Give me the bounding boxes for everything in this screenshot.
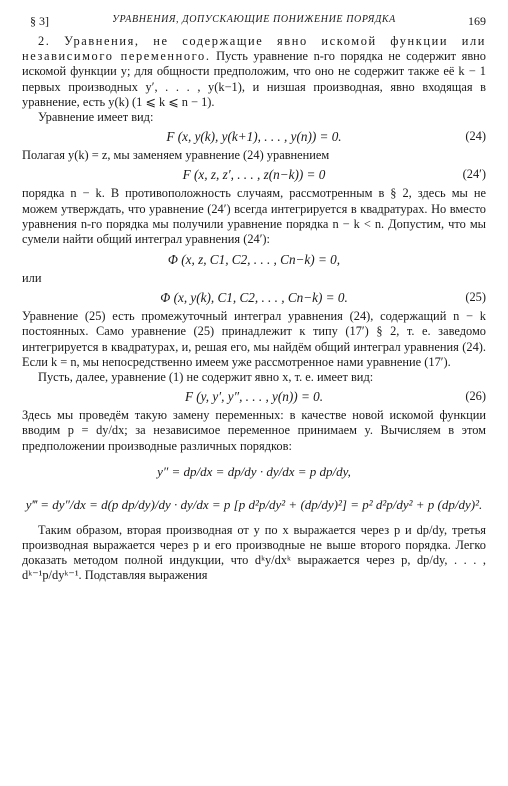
equation-third-derivative-body: y‴ = dy″/dx = d(p dp/dy)/dy · dy/dx = p [p d²p/dy² + (dp/dy)²] = p² d²p/dy² + p (dp/dy)². — [25, 496, 483, 512]
running-title: УРАВНЕНИЯ, ДОПУСКАЮЩИЕ ПОНИЖЕНИЕ ПОРЯДКА — [112, 14, 396, 25]
paragraph-order: порядка n − k. В противоположность случаям, рассмотренным в § 2, здесь мы не можем утверждать, что уравнение (24′) всегда интегрируется в квадратурах. Но вместо уравнения n-го порядка мы получили уравнение порядка n − k < n. Допустим, что мы сумели найти общий интеграл уравнения (24′): — [22, 186, 486, 247]
equation-phi-z — [22, 251, 486, 268]
equation-24-prime-number: (24′) — [462, 167, 486, 182]
subsection-heading: 2. Уравнения, не содержащие явно искомой функции или независимого переменного. — [22, 34, 486, 64]
running-header — [22, 12, 486, 34]
equation-24-prime — [22, 166, 486, 183]
equation-26-number: (26) — [465, 389, 486, 404]
equation-25-number: (25) — [465, 290, 486, 305]
paragraph-change-variables: Здесь мы проведём такую замену переменных: в качестве новой искомой функции вводим p = dy/dx; за независимое переменное принимаем y. Вычисляем в этом предположении производные различных порядков: — [22, 408, 486, 453]
equation-24-prime-body: F (x, z, z′, . . . , z(n−k)) = 0 — [182, 167, 326, 183]
page-number: 169 — [468, 14, 486, 28]
equation-second-derivative-body: y″ = dp/dx = dp/dy · dy/dx = p dp/dy, — [157, 463, 351, 479]
equation-24 — [22, 128, 486, 145]
paragraph-no-x: Пусть, далее, уравнение (1) не содержит явно x, т. е. имеет вид: — [38, 370, 374, 385]
paragraph-intro-text: Пусть уравнение n-го порядка не содержит явно искомой функции y; для общности предположим, что оно не содержит также её k − 1 первых производных y′, . . . , y(k−1), и низшая производная, явно входящая в уравнение, есть y(k) (1 ⩽ k ⩽ n − 1). — [22, 49, 486, 109]
equation-third-derivative — [22, 490, 486, 520]
equation-24-number: (24) — [465, 129, 486, 144]
equation-second-derivative — [22, 457, 486, 487]
paragraph-substitution: Полагая y(k) = z, мы заменяем уравнение (24) уравнением — [22, 148, 330, 163]
equation-24-body: F (x, y(k), y(k+1), . . . , y(n)) = 0. — [166, 129, 342, 145]
equation-25-body: Φ (x, y(k), C1, C2, . . . , Cn−k) = 0. — [160, 290, 348, 306]
paragraph-form: Уравнение имеет вид: — [38, 110, 154, 125]
equation-25 — [22, 289, 486, 306]
paragraph-intermediate: Уравнение (25) есть промежуточный интеграл уравнения (24), содержащий n − k постоянных. Само уравнение (25) принадлежит к типу (17′) § 2, т. е. заведомо интегрируется в квадратурах, и, решая его, мы найдём общий интеграл уравнения (24). Если k = n, мы непосредственно имеем уже рассмотренное нами уравнение (17′). — [22, 309, 486, 369]
paragraph-induction: Таким образом, вторая производная от y по x выражается через p и dp/dy, третья производная выражается через p и его производные не выше второго порядка. Легко доказать методом полной индукции, что dᵏy/dxᵏ выражается через p, dp/dy, . . . , dᵏ⁻¹p/dyᵏ⁻¹. Подставляя выражения — [22, 522, 486, 583]
equation-phi-z-body: Φ (x, z, C1, C2, . . . , Cn−k) = 0, — [167, 252, 341, 268]
equation-26 — [22, 388, 486, 405]
paragraph-intro — [22, 34, 486, 110]
equation-26-body: F (y, y′, y″, . . . , y(n)) = 0. — [184, 389, 324, 405]
section-mark: § 3] — [30, 14, 49, 28]
connector-word: или — [22, 271, 42, 286]
